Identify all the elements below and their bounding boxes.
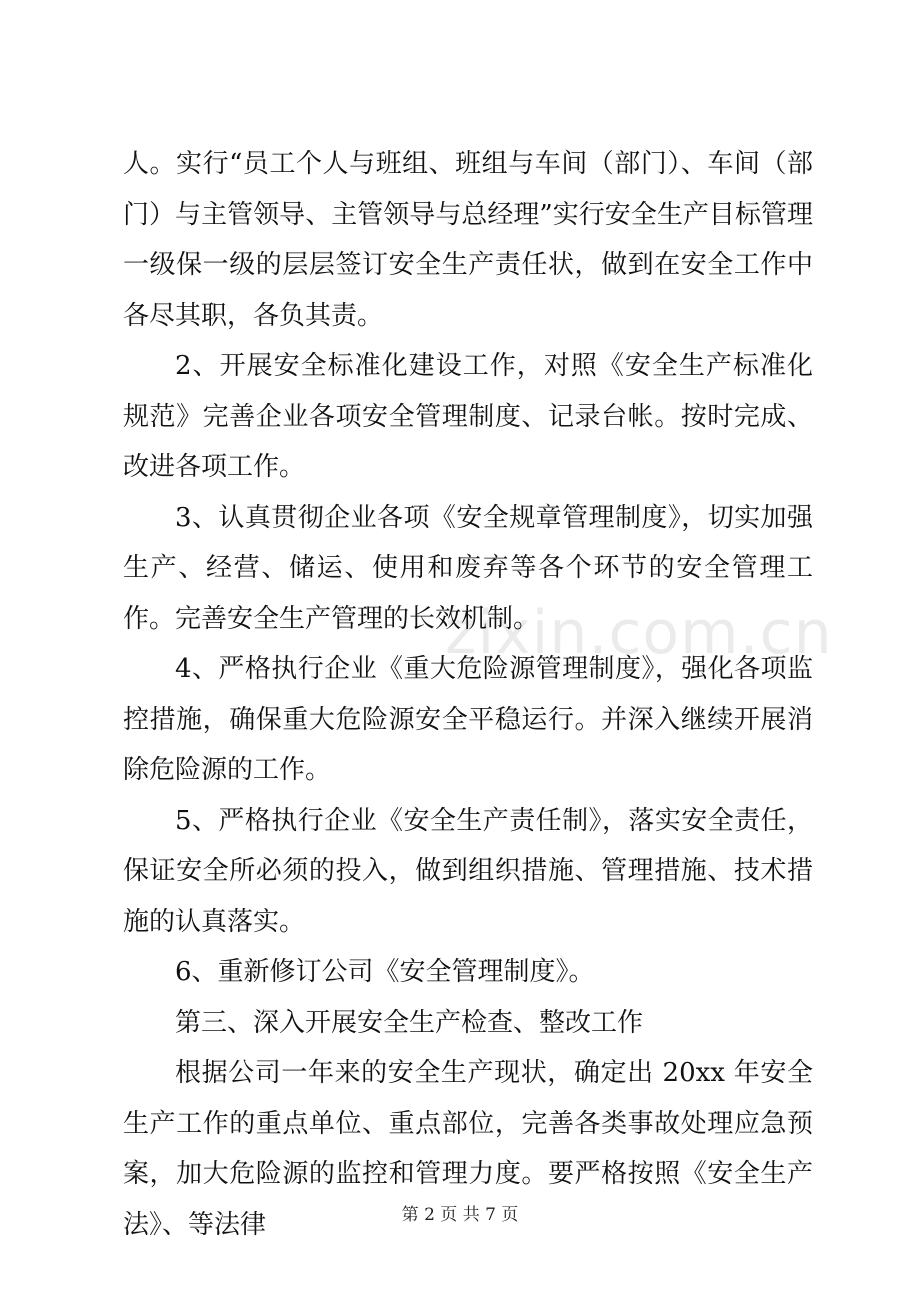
paragraph-item-2: 2、开展安全标准化建设工作，对照《安全生产标准化规范》完善企业各项安全管理制度、记录台帐。按时完成、改进各项工作。 bbox=[123, 351, 813, 482]
paragraph-item-4: 4、严格执行企业《重大危险源管理制度》，强化各项监控措施，确保重大危险源安全平稳运行。并深入继续开展消除危险源的工作。 bbox=[123, 654, 813, 785]
document-body bbox=[123, 139, 813, 1250]
paragraph-item-6: 6、重新修订公司《安全管理制度》。 bbox=[175, 957, 595, 987]
paragraph-continuation: 人。实行“员工个人与班组、班组与车间（部门）、车间（部门）与主管领导、主管领导与总经理”实行安全生产目标管理一级保一级的层层签订安全生产责任状，做到在安全工作中各尽其职，各负其责。 bbox=[123, 149, 813, 331]
paragraph-section-body: 根据公司一年来的安全生产现状，确定出 20xx 年安全生产工作的重点单位、重点部位，完善各类事故处理应急预案，加大危险源的监控和管理力度。要严格按照《安全生产法》、等法律 bbox=[123, 1058, 813, 1240]
paragraph-item-5: 5、严格执行企业《安全生产责任制》，落实安全责任，保证安全所必须的投入，做到组织措施、管理措施、技术措施的认真落实。 bbox=[123, 805, 813, 937]
paragraph-item-3: 3、认真贯彻企业各项《安全规章管理制度》，切实加强生产、经营、储运、使用和废弃等各个环节的安全管理工作。完善安全生产管理的长效机制。 bbox=[123, 502, 813, 634]
page-footer: 第 2 页 共 7 页 bbox=[401, 1205, 519, 1225]
watermark-text: zixin.com.cn bbox=[445, 598, 833, 668]
section-heading: 第三、深入开展安全生产检查、整改工作 bbox=[175, 1007, 644, 1038]
